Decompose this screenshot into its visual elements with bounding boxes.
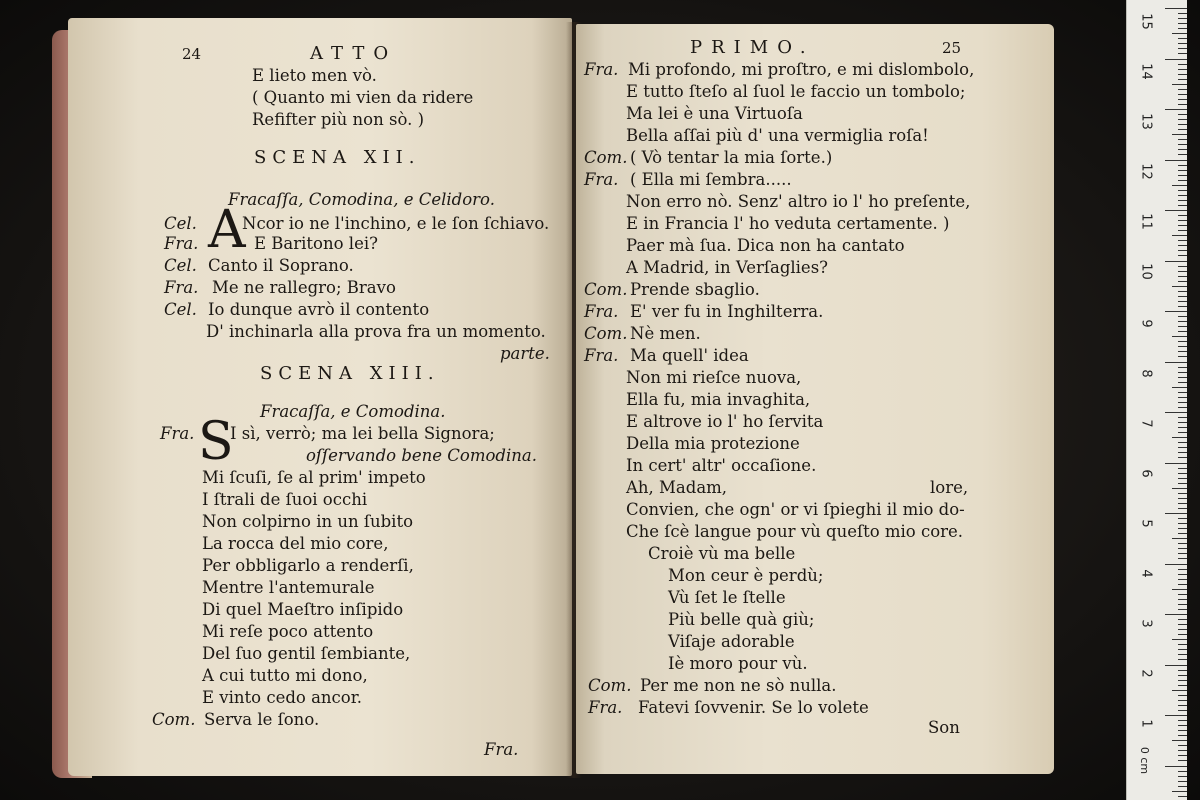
ruler-tick (1178, 599, 1187, 600)
ruler-tick (1172, 538, 1187, 539)
ruler-tick (1178, 755, 1187, 756)
ruler-tick (1172, 791, 1187, 792)
ruler-tick (1178, 240, 1187, 241)
ruler-tick (1178, 296, 1187, 297)
ruler-tick (1178, 99, 1187, 100)
verse-line: I ſtrali de ſuoi occhi (202, 490, 368, 509)
ruler-tick (1178, 680, 1187, 681)
ruler-tick (1178, 13, 1187, 14)
ruler-tick (1178, 281, 1187, 282)
speaker-label: Fra. (584, 60, 619, 79)
dialogue-line: Prende sbaglio. (630, 280, 760, 299)
ruler-tick (1178, 306, 1187, 307)
ruler-tick (1178, 750, 1187, 751)
ruler-tick (1178, 271, 1187, 272)
verse-line: Di quel Maeſtro inſipido (202, 600, 404, 619)
french-verse-line: Viſaje adorable (668, 632, 795, 651)
ruler-tick (1178, 473, 1187, 474)
ruler-tick (1178, 195, 1187, 196)
speaker-label: Cel. (164, 256, 197, 275)
catchword: Son (928, 718, 960, 737)
ruler-tick (1178, 367, 1187, 368)
ruler-tick (1178, 129, 1187, 130)
page-number: 24 (182, 45, 202, 63)
speaker-label: Fra. (160, 424, 195, 443)
ruler-tick (1165, 412, 1187, 413)
ruler-tick (1178, 685, 1187, 686)
ruler-tick (1178, 796, 1187, 797)
dialogue-line: Non mi rieſce nuova, (626, 368, 802, 387)
ruler-tick (1178, 452, 1187, 453)
ruler-number: 10 (1138, 263, 1154, 280)
ruler-tick (1165, 261, 1187, 262)
ruler-number: 12 (1138, 163, 1154, 180)
ruler-tick (1172, 437, 1187, 438)
dialogue-line: Io dunque avrò il contento (208, 300, 430, 319)
ruler-tick (1172, 134, 1187, 135)
speaker-label: Fra. (164, 234, 199, 253)
dialogue-line: Che ſcè langue pour vù queſto mio core. (626, 522, 964, 541)
ruler-tick (1178, 266, 1187, 267)
speaker-label: Fra. (584, 346, 619, 365)
dialogue-line: E in Francia l' ho veduta certamente. ) (626, 214, 950, 233)
stage-direction: parte. (500, 344, 550, 363)
dialogue-line: Nè men. (630, 324, 701, 343)
ruler-tick (1178, 341, 1187, 342)
speaker-label: Com. (584, 324, 628, 343)
ruler-tick (1172, 336, 1187, 337)
ruler-number: 14 (1138, 63, 1154, 80)
ruler-tick (1178, 175, 1187, 176)
dialogue-line: Ah, Madam, (626, 478, 728, 497)
ruler-tick (1172, 387, 1187, 388)
ruler-tick (1172, 185, 1187, 186)
page-number: 25 (942, 39, 962, 57)
ruler-tick (1178, 644, 1187, 645)
dialogue-line: Paer mà ſua. Dica non ha cantato (626, 236, 905, 255)
ruler-tick (1178, 493, 1187, 494)
catchword: Fra. (484, 740, 519, 759)
french-verse-line: Più belle quà giù; (668, 610, 815, 629)
ruler-tick (1178, 377, 1187, 378)
ruler-tick (1178, 553, 1187, 554)
ruler-tick (1165, 715, 1187, 716)
ruler-tick (1165, 513, 1187, 514)
ruler-tick (1178, 53, 1187, 54)
ruler-tick (1178, 144, 1187, 145)
speaker-label: Com. (584, 148, 628, 167)
dialogue-line: E Baritono lei? (254, 234, 378, 253)
ruler-number: 3 (1138, 619, 1154, 628)
ruler-tick (1178, 483, 1187, 484)
ruler-tick (1178, 321, 1187, 322)
ruler-tick (1178, 771, 1187, 772)
ruler-tick (1165, 210, 1187, 211)
verse-line: Del ſuo gentil ſembiante, (202, 644, 411, 663)
ruler-tick (1178, 356, 1187, 357)
speaker-label: Fra. (164, 278, 199, 297)
ruler-tick (1178, 215, 1187, 216)
ruler-number: 11 (1138, 213, 1154, 230)
dialogue-line: Me ne rallegro; Bravo (212, 278, 396, 297)
speaker-label: Fra. (588, 698, 623, 717)
ruler-tick (1178, 548, 1187, 549)
ruler-tick (1178, 372, 1187, 373)
ruler-tick (1178, 745, 1187, 746)
ruler-tick (1178, 114, 1187, 115)
ruler-tick (1178, 422, 1187, 423)
dialogue-line: D' inchinarla alla prova fra un momento. (206, 322, 546, 341)
dialogue-line: E' ver fu in Inghilterra. (630, 302, 824, 321)
ruler-tick (1178, 478, 1187, 479)
ruler-tick (1178, 634, 1187, 635)
ruler-tick (1178, 28, 1187, 29)
dialogue-line: Canto il Soprano. (208, 256, 354, 275)
running-head: ATTO (310, 43, 398, 64)
ruler-tick (1178, 64, 1187, 65)
cast-list: Fracaſſa, Comodina, e Celidoro. (228, 190, 495, 209)
stage-direction: oſſervando bene Comodina. (306, 446, 537, 465)
ruler-tick (1178, 149, 1187, 150)
running-head: PRIMO. (690, 37, 815, 58)
ruler-tick (1178, 291, 1187, 292)
ruler-tick (1178, 654, 1187, 655)
ruler-tick (1165, 59, 1187, 60)
ruler-tick (1178, 558, 1187, 559)
ruler-tick (1178, 781, 1187, 782)
ruler-number: 1 (1138, 719, 1154, 728)
verse-line: Mi reſe poco attento (202, 622, 374, 641)
verse-line: Per obbligarlo a renderſi, (202, 556, 414, 575)
ruler-tick (1178, 594, 1187, 595)
speaker-label: Com. (588, 676, 632, 695)
ruler-tick (1178, 225, 1187, 226)
ruler-tick (1178, 619, 1187, 620)
ruler-unit-label: 0 cm (1138, 746, 1152, 775)
dialogue-line: Ma lei è una Virtuoſa (626, 104, 803, 123)
ruler-tick (1178, 760, 1187, 761)
ruler-tick (1178, 316, 1187, 317)
ruler-tick (1178, 48, 1187, 49)
ruler-tick (1178, 276, 1187, 277)
dialogue-line: I sì, verrò; ma lei bella Signora; (230, 424, 495, 443)
dialogue-line: Mi profondo, mi proſtro, e mi dislombolo, (628, 60, 975, 79)
ruler-tick (1178, 705, 1187, 706)
ruler-tick (1178, 700, 1187, 701)
speaker-label: Fra. (584, 302, 619, 321)
ruler-number: 8 (1138, 369, 1154, 378)
ruler-tick (1172, 690, 1187, 691)
ruler-tick (1165, 160, 1187, 161)
ruler-tick (1178, 447, 1187, 448)
ruler-tick (1178, 670, 1187, 671)
ruler-tick (1178, 124, 1187, 125)
ruler-tick (1178, 94, 1187, 95)
drop-cap: A (208, 200, 246, 260)
ruler-tick (1178, 331, 1187, 332)
speaker-label: Cel. (164, 300, 197, 319)
ruler-number: 9 (1138, 319, 1154, 328)
ruler-tick (1178, 523, 1187, 524)
ruler-tick (1178, 427, 1187, 428)
verse-line: Mentre l'antemurale (202, 578, 375, 597)
ruler-tick (1165, 8, 1187, 9)
ruler-number: 13 (1138, 113, 1154, 130)
dialogue-line: Per me non ne sò nulla. (640, 676, 837, 695)
ruler-tick (1178, 220, 1187, 221)
verse-line: La rocca del mio core, (202, 534, 389, 553)
ruler-tick (1178, 518, 1187, 519)
scene-heading: SCENA XIII. (260, 363, 440, 384)
ruler-number: 6 (1138, 469, 1154, 478)
ruler-tick (1178, 301, 1187, 302)
ruler-tick (1172, 639, 1187, 640)
scene-heading: SCENA XII. (254, 147, 421, 168)
hanging-word: lore, (930, 478, 969, 497)
ruler-tick (1178, 392, 1187, 393)
dialogue-line: E tutto ſteſo al ſuol le faccio un tombolo; (626, 82, 966, 101)
ruler-tick (1178, 730, 1187, 731)
left-page (68, 18, 572, 776)
ruler-tick (1178, 574, 1187, 575)
ruler-tick (1178, 584, 1187, 585)
ruler-number: 15 (1138, 13, 1154, 30)
cast-list: Fracaſſa, e Comodina. (260, 402, 446, 421)
dialogue-line: ( Vò tentar la mia ſorte.) (630, 148, 833, 167)
ruler-tick (1165, 463, 1187, 464)
ruler-tick (1178, 417, 1187, 418)
speaker-label: Com. (584, 280, 628, 299)
ruler-tick (1178, 407, 1187, 408)
ruler-tick (1178, 38, 1187, 39)
ruler-tick (1178, 154, 1187, 155)
verse-line: E lieto men vò. (252, 66, 377, 85)
ruler-tick (1178, 543, 1187, 544)
ruler-tick (1172, 740, 1187, 741)
ruler-tick (1178, 604, 1187, 605)
dialogue-line: Ncor io ne l'inchino, e le ſon ſchiavo. (242, 214, 550, 233)
measurement-ruler (1126, 0, 1187, 800)
ruler-tick (1178, 205, 1187, 206)
ruler-number: 5 (1138, 519, 1154, 528)
ruler-tick (1178, 165, 1187, 166)
ruler-tick (1178, 200, 1187, 201)
ruler-tick (1178, 533, 1187, 534)
ruler-tick (1172, 488, 1187, 489)
ruler-tick (1178, 735, 1187, 736)
ruler-number: 4 (1138, 569, 1154, 578)
ruler-tick (1178, 119, 1187, 120)
ruler-tick (1178, 710, 1187, 711)
ruler-tick (1178, 442, 1187, 443)
dialogue-line: Convien, che ogn' or vi ſpieghi il mio do- (626, 500, 965, 519)
ruler-number: 7 (1138, 419, 1154, 428)
ruler-tick (1165, 564, 1187, 565)
ruler-tick (1178, 250, 1187, 251)
ruler-tick (1178, 503, 1187, 504)
verse-line: A cui tutto mi dono, (202, 666, 368, 685)
ruler-tick (1165, 614, 1187, 615)
dialogue-line: Ma quell' idea (630, 346, 749, 365)
ruler-number: 2 (1138, 669, 1154, 678)
french-verse-line: Vù ſet le ſtelle (668, 588, 786, 607)
ruler-tick (1178, 649, 1187, 650)
ruler-tick (1172, 33, 1187, 34)
ruler-tick (1178, 180, 1187, 181)
ruler-tick (1178, 508, 1187, 509)
ruler-tick (1178, 190, 1187, 191)
ruler-tick (1178, 351, 1187, 352)
french-verse-line: Croiè vù ma belle (648, 544, 796, 563)
ruler-tick (1165, 311, 1187, 312)
dialogue-line: Serva le ſono. (204, 710, 320, 729)
ruler-tick (1178, 18, 1187, 19)
speaker-label: Com. (152, 710, 196, 729)
ruler-tick (1178, 569, 1187, 570)
ruler-tick (1178, 69, 1187, 70)
ruler-tick (1178, 326, 1187, 327)
ruler-tick (1178, 170, 1187, 171)
dialogue-line: E altrove io l' ho ſervita (626, 412, 824, 431)
dialogue-line: Fatevi ſovvenir. Se lo volete (638, 698, 869, 717)
ruler-tick (1178, 79, 1187, 80)
speaker-label: Cel. (164, 214, 197, 233)
speaker-label: Fra. (584, 170, 619, 189)
ruler-tick (1178, 675, 1187, 676)
ruler-tick (1178, 255, 1187, 256)
dialogue-line: Della mia protezione (626, 434, 800, 453)
ruler-tick (1165, 766, 1187, 767)
ruler-tick (1178, 382, 1187, 383)
ruler-tick (1178, 609, 1187, 610)
ruler-tick (1178, 695, 1187, 696)
ruler-tick (1178, 74, 1187, 75)
ruler-tick (1165, 109, 1187, 110)
ruler-tick (1178, 432, 1187, 433)
ruler-tick (1178, 230, 1187, 231)
ruler-tick (1178, 346, 1187, 347)
verse-line: ( Quanto mi vien da ridere (252, 88, 474, 107)
dialogue-line: Non erro nò. Senz' altro io l' ho preſente, (626, 192, 971, 211)
ruler-tick (1178, 725, 1187, 726)
ruler-tick (1178, 457, 1187, 458)
ruler-tick (1178, 624, 1187, 625)
verse-line: E vinto cedo ancor. (202, 688, 363, 707)
verse-line: Refifter più non sò. ) (252, 110, 425, 129)
ruler-tick (1178, 397, 1187, 398)
ruler-tick (1172, 286, 1187, 287)
ruler-tick (1165, 362, 1187, 363)
ruler-tick (1178, 23, 1187, 24)
drop-cap: S (198, 412, 234, 472)
ruler-tick (1178, 786, 1187, 787)
ruler-tick (1178, 720, 1187, 721)
ruler-tick (1172, 589, 1187, 590)
dialogue-line: ( Ella mi ſembra..... (630, 170, 792, 189)
verse-line: Non colpirno in un ſubito (202, 512, 414, 531)
dialogue-line: Bella aſſai più d' una vermiglia roſa! (626, 126, 929, 145)
ruler-tick (1178, 245, 1187, 246)
ruler-tick (1178, 629, 1187, 630)
dialogue-line: A Madrid, in Verſaglies? (626, 258, 829, 277)
ruler-tick (1178, 402, 1187, 403)
ruler-tick (1178, 104, 1187, 105)
verse-line: Mi ſcuſi, ſe al prim' impeto (202, 468, 426, 487)
ruler-tick (1178, 139, 1187, 140)
ruler-tick (1178, 776, 1187, 777)
ruler-tick (1178, 43, 1187, 44)
ruler-tick (1178, 579, 1187, 580)
ruler-tick (1172, 84, 1187, 85)
ruler-tick (1165, 665, 1187, 666)
ruler-tick (1178, 89, 1187, 90)
ruler-tick (1178, 528, 1187, 529)
ruler-tick (1178, 468, 1187, 469)
ruler-tick (1172, 235, 1187, 236)
dialogue-line: Ella fu, mia invaghita, (626, 390, 811, 409)
dialogue-line: In cert' altr' occaſione. (626, 456, 817, 475)
ruler-tick (1178, 659, 1187, 660)
french-verse-line: Mon ceur è perdù; (668, 566, 824, 585)
french-verse-line: Iè moro pour vù. (668, 654, 808, 673)
ruler-tick (1178, 498, 1187, 499)
right-page (576, 24, 1054, 774)
